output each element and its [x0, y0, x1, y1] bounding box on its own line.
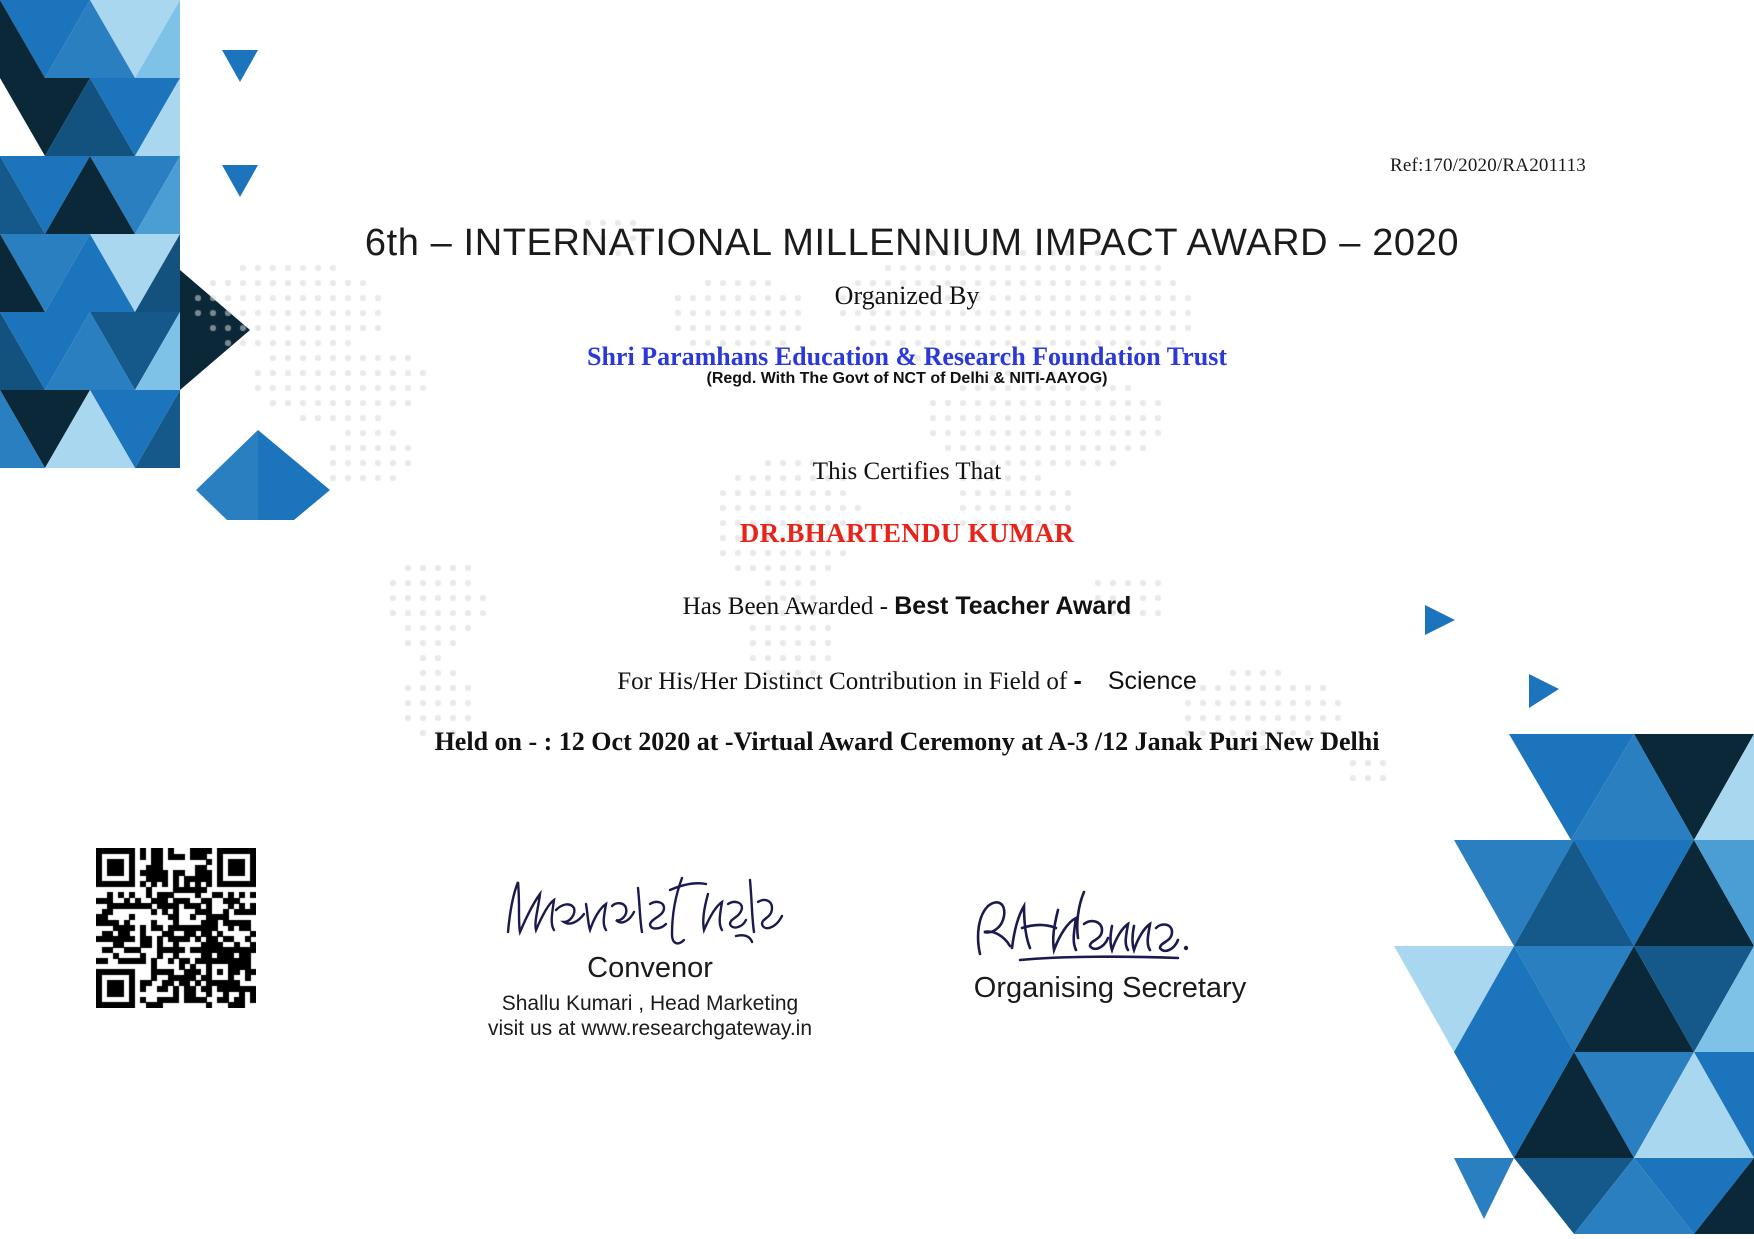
qr-code-canvas — [96, 848, 256, 1008]
signature-secretary-icon — [960, 880, 1260, 970]
organizer-name: Shri Paramhans Education & Research Foundation Trust — [587, 342, 1227, 371]
field-dash: - — [1073, 667, 1082, 695]
award-line — [0, 592, 1754, 621]
field-label: For His/Her Distinct Contribution in Field of — [617, 668, 1074, 695]
page-title: 6th – INTERNATIONAL MILLENNIUM IMPACT AWARD – 2020 — [364, 222, 1460, 264]
signature-block-convenor — [470, 860, 830, 1041]
reference-number: Ref:170/2020/RA201113 — [1390, 155, 1586, 176]
field-line — [0, 667, 1754, 696]
organizer-registration: (Regd. With The Govt of NCT of Delhi & NITI-AAYOG) — [706, 370, 1108, 387]
held-on-line: Held on - : 12 Oct 2020 at -Virtual Award Ceremony at A-3 /12 Janak Puri New Delhi — [434, 727, 1380, 756]
signature-block-secretary — [930, 880, 1290, 1005]
qr-code[interactable] — [96, 848, 256, 1008]
signature-name-convenor: Shallu Kumari , Head Marketing — [501, 992, 799, 1015]
signature-role-convenor: Convenor — [587, 952, 713, 984]
awarded-label: Has Been Awarded - — [682, 593, 895, 620]
certifies-label: This Certifies That — [812, 458, 1002, 485]
organized-by-label: Organized By — [834, 281, 980, 310]
award-name: Best Teacher Award — [894, 592, 1132, 620]
signature-role-secretary: Organising Secretary — [973, 972, 1247, 1004]
field-value: Science — [1107, 667, 1197, 695]
recipient-name: DR.BHARTENDU KUMAR — [739, 518, 1075, 548]
signature-website[interactable]: visit us at www.researchgateway.in — [487, 1017, 813, 1041]
signature-convenor-icon — [500, 860, 800, 950]
